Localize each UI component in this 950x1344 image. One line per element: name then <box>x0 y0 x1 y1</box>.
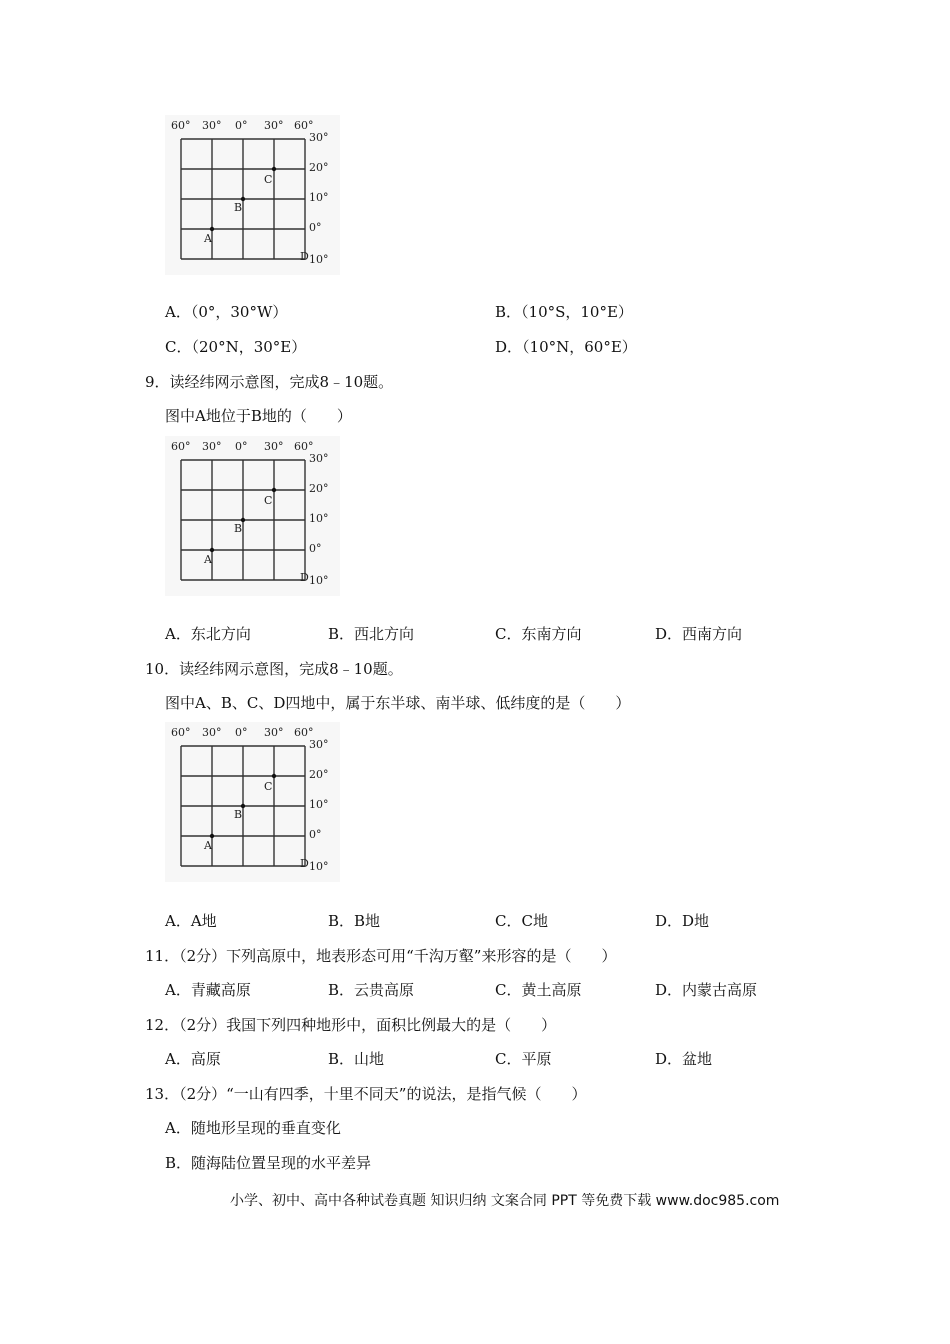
point-marker <box>272 488 276 492</box>
q12-option-c: C．平原 <box>495 1050 552 1068</box>
point-label: B <box>234 522 243 535</box>
q10-option-c: C．C地 <box>495 912 548 930</box>
latitude-label: 20° <box>309 482 329 495</box>
longitude-label: 0° <box>235 440 248 453</box>
point-label: C <box>264 173 273 186</box>
grid-map-svg <box>165 436 340 596</box>
q8-option-b: B．（10°S，10°E） <box>495 303 633 321</box>
latitude-label: 0° <box>309 221 322 234</box>
q9-option-b: B．西北方向 <box>328 625 415 643</box>
q11-stem: 11．（2分）下列高原中，地表形态可用“千沟万壑”来形容的是（ ） <box>145 947 617 965</box>
longitude-label: 30° <box>202 726 222 739</box>
point-marker <box>272 774 276 778</box>
q8-option-c: C．（20°N，30°E） <box>165 338 307 356</box>
latitude-label: 30° <box>309 131 329 144</box>
point-label: C <box>264 494 273 507</box>
latitude-label: 30° <box>309 738 329 751</box>
q9-stem: 9．读经纬网示意图，完成8﹣10题。 <box>145 373 394 391</box>
point-label: D <box>300 571 309 584</box>
q13-option-b: B．随海陆位置呈现的水平差异 <box>165 1154 372 1172</box>
point-label: A <box>204 839 212 852</box>
longitude-label: 60° <box>171 440 191 453</box>
point-label: B <box>234 808 243 821</box>
grid-map-svg <box>165 115 340 275</box>
latitude-label: 0° <box>309 542 322 555</box>
q10-stem: 10．读经纬网示意图，完成8﹣10题。 <box>145 660 403 678</box>
q9-question: 图中A地位于B地的（ ） <box>165 407 352 425</box>
latitude-label: 10° <box>309 798 329 811</box>
latitude-label: 0° <box>309 828 322 841</box>
q11-option-b: B．云贵高原 <box>328 981 415 999</box>
q12-stem: 12．（2分）我国下列四种地形中，面积比例最大的是（ ） <box>145 1016 557 1034</box>
longitude-label: 30° <box>264 119 284 132</box>
q12-option-a: A．高原 <box>165 1050 221 1068</box>
longitude-label: 60° <box>294 440 314 453</box>
point-marker <box>272 167 276 171</box>
q9-option-c: C．东南方向 <box>495 625 582 643</box>
point-label: A <box>204 553 212 566</box>
point-label: A <box>204 232 212 245</box>
point-label: B <box>234 201 243 214</box>
lat-lon-grid-map-2 <box>165 436 340 596</box>
longitude-label: 60° <box>294 726 314 739</box>
longitude-label: 30° <box>202 119 222 132</box>
grid-map-svg <box>165 722 340 882</box>
latitude-label: 20° <box>309 768 329 781</box>
longitude-label: 0° <box>235 119 248 132</box>
q10-question: 图中A、B、C、D四地中，属于东半球、南半球、低纬度的是（ ） <box>165 694 631 712</box>
latitude-label: 10° <box>309 574 329 587</box>
q11-option-d: D．内蒙古高原 <box>655 981 758 999</box>
q9-option-d: D．西南方向 <box>655 625 743 643</box>
longitude-label: 30° <box>264 726 284 739</box>
q10-option-a: A．A地 <box>165 912 217 930</box>
lat-lon-grid-map-1 <box>165 115 340 275</box>
longitude-label: 30° <box>264 440 284 453</box>
q8-option-d: D．（10°N，60°E） <box>495 338 637 356</box>
q12-option-d: D．盆地 <box>655 1050 713 1068</box>
longitude-label: 60° <box>171 119 191 132</box>
point-marker <box>210 227 214 231</box>
latitude-label: 30° <box>309 452 329 465</box>
q11-option-a: A．青藏高原 <box>165 981 251 999</box>
longitude-label: 60° <box>171 726 191 739</box>
point-marker <box>210 834 214 838</box>
latitude-label: 10° <box>309 191 329 204</box>
longitude-label: 60° <box>294 119 314 132</box>
q11-option-c: C．黄土高原 <box>495 981 582 999</box>
latitude-label: 20° <box>309 161 329 174</box>
point-marker <box>210 548 214 552</box>
q13-stem: 13．（2分）“一山有四季，十里不同天”的说法，是指气候（ ） <box>145 1085 587 1103</box>
q8-option-a: A．（0°，30°W） <box>165 303 288 321</box>
point-label: D <box>300 250 309 263</box>
longitude-label: 0° <box>235 726 248 739</box>
q10-option-d: D．D地 <box>655 912 710 930</box>
point-label: D <box>300 857 309 870</box>
latitude-label: 10° <box>309 253 329 266</box>
q10-option-b: B．B地 <box>328 912 381 930</box>
lat-lon-grid-map-3 <box>165 722 340 882</box>
q13-option-a: A．随地形呈现的垂直变化 <box>165 1119 341 1137</box>
q9-option-a: A．东北方向 <box>165 625 251 643</box>
longitude-label: 30° <box>202 440 222 453</box>
page-footer: 小学、初中、高中各种试卷真题 知识归纳 文案合同 PPT 等免费下载 www.doc985.com <box>230 1193 780 1209</box>
q12-option-b: B．山地 <box>328 1050 385 1068</box>
latitude-label: 10° <box>309 512 329 525</box>
point-label: C <box>264 780 273 793</box>
latitude-label: 10° <box>309 860 329 873</box>
